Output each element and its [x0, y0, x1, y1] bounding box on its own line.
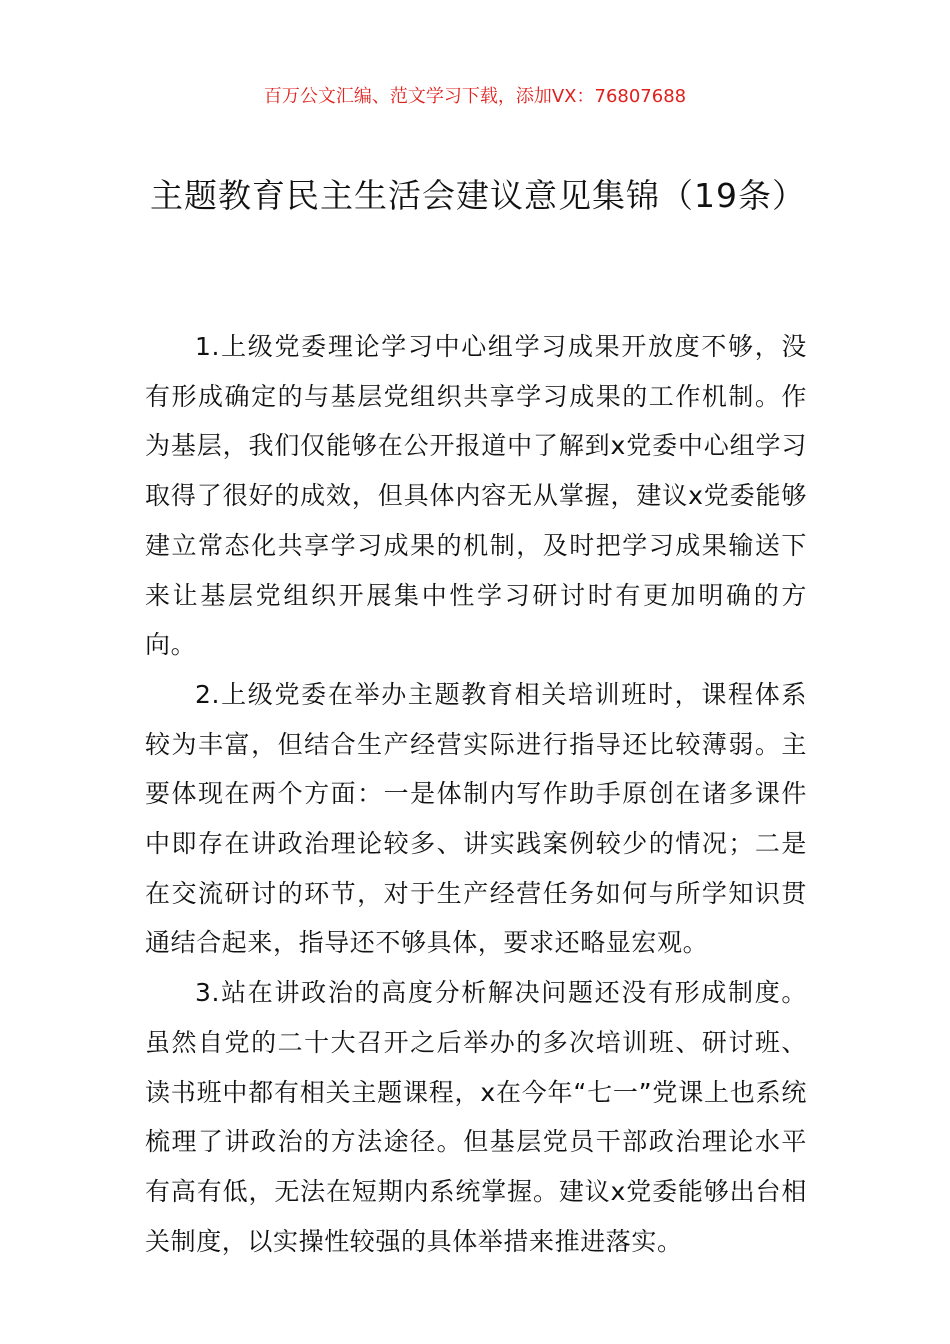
document-title: 主题教育民主生活会建议意见集锦（19条） [150, 176, 806, 215]
header-promo-note: 百万公文汇编、范文学习下载，添加VX：76807688 [263, 86, 687, 107]
paragraph-1: 1.上级党委理论学习中心组学习成果开放度不够，没有形成确定的与基层党组织共享学习成果的工作机制。作为基层，我们仅能够在公开报道中了解到x党委中心组学习取得了很好的成效，但具体内容无从掌握，建议x党委能够建立常态化共享学习成果的机制，及时把学习成果输送下来让基层党组织开展集中性学习研讨时有更加明确的方向。 [145, 332, 807, 660]
paragraph-3: 3.站在讲政治的高度分析解决问题还没有形成制度。虽然自党的二十大召开之后举办的多次培训班、研讨班、读书班中都有相关主题课程，x在今年“七一”党课上也系统梳理了讲政治的方法途径。但基层党员干部政治理论水平有高有低，无法在短期内系统掌握。建议x党委能够出台相关制度，以实操性较强的具体举措来推进落实。 [145, 978, 807, 1256]
document-body [145, 322, 807, 1266]
paragraph-2: 2.上级党委在举办主题教育相关培训班时，课程体系较为丰富，但结合生产经营实际进行指导还比较薄弱。主要体现在两个方面：一是体制内写作助手原创在诸多课件中即存在讲政治理论较多、讲实践案例较少的情况；二是在交流研讨的环节，对于生产经营任务如何与所学知识贯通结合起来，指导还不够具体，要求还略显宏观。 [145, 679, 807, 958]
